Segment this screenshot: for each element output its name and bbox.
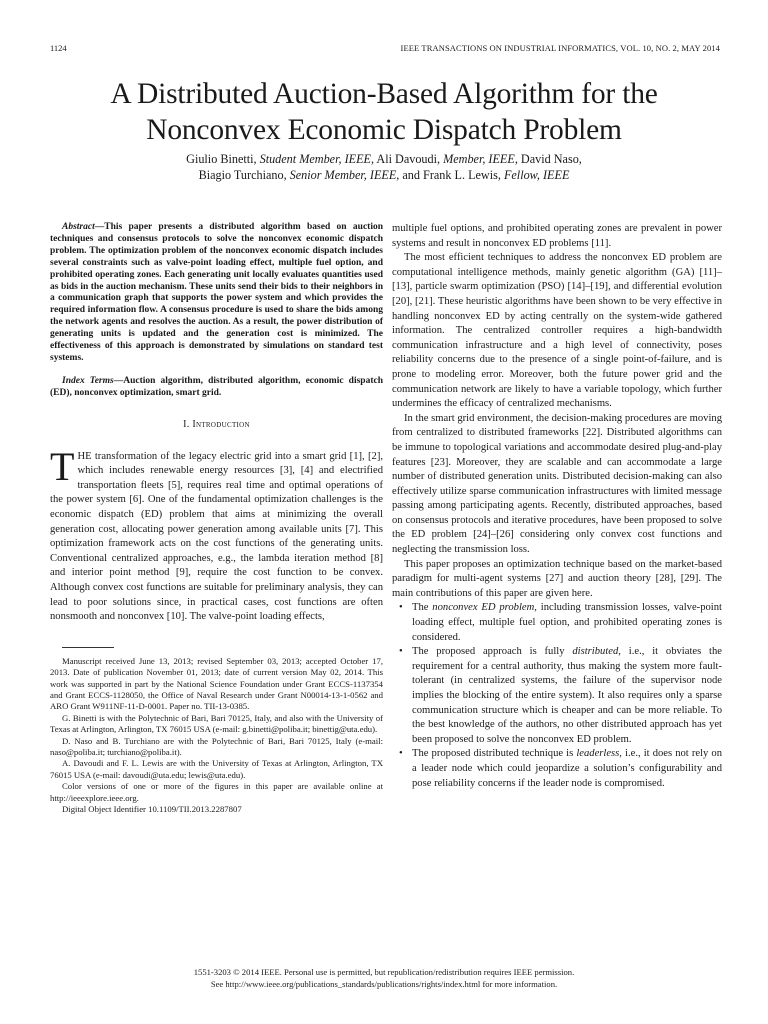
author-role: Member, IEEE, (443, 152, 518, 166)
abstract (50, 222, 383, 365)
author-list (40, 151, 728, 183)
intro-text: HE transformation of the legacy electric grid into a smart grid [1], [2], which includes renewable energy resources [3], [4] and electrified transportation fleets [5], requires real time and optimal operations of the power system [6]. One of the fundamental optimization challenges is the economic dispatch (ED) problem that aims at minimizing the overall generation cost, allocating power generation among available units [7]. This optimization framework acts on the cost functions of the generating units. Conventional centralized approaches, e.g., the lambda iteration method [8] and interior point method [9], require the cost function to be convex. Although convex cost functions are suitable for preliminary analysis, they can lead to poor solutions since, in practical cases, cost functions are often nonsmooth and nonconvex [10]. The valve-point loading effects, (50, 450, 383, 623)
body-paragraph: This paper proposes an optimization technique based on the market-based paradigm for multi-agent systems [27] and auction theory [28], [29]. The main contributions of this paper are given here. (392, 558, 722, 599)
list-item: • The nonconvex ED problem, including transmission losses, valve-point loading effect, multiple fuel option, and prohibited operating zones is considered. (399, 602, 722, 643)
list-item: • The proposed distributed technique is leaderless, i.e., it does not rely on a leader node which could jeopardize a solution’s configurability and pose reliability concerns if the leader node is compromised. (399, 748, 722, 789)
title-line-1: A Distributed Auction-Based Algorithm for the (110, 78, 658, 110)
section-number: I. (183, 418, 190, 430)
author-line-1 (40, 151, 728, 167)
author-name: Frank L. Lewis, (423, 168, 501, 182)
abstract-text: —This paper presents a distributed algorithm based on auction techniques and consensus protocols to solve the nonconvex economic dispatch problem. The optimization problem of the nonconvex economic dispatch includes several constraints such as valve-point loading effect, multiple fuel option, and prohibited operating zones. Each generating unit locally evaluates quantities used as bids in the auction mechanism. These units send their bids to their neighbors in a communication graph that supports the power system and which provides the required information flow. A consensus procedure is used to share the bids among the network agents and resolves the auction. As a result, the power distribution of generating units is updated and the generation cost is minimized. The effectiveness of this approach is demonstrated by simulations on standard test systems. (50, 222, 383, 363)
author-name: Giulio Binetti, (186, 152, 257, 166)
footnote-manuscript: Manuscript received June 13, 2013; revised September 03, 2013; accepted October 17, 2013. Date of publication November 01, 2013; date of current version May 02, 2014. This work was supported in part by the National Science Foundation under Grant ECCS-1137354 and Grant ECCS-1128050, the Office of Naval Research under Grant N00014-13-1-0562 and ARO Grant W911NF-11-D-0001. Paper no. TII-13-0385. (50, 655, 383, 712)
footnote-divider (62, 647, 114, 648)
contributions-list (392, 601, 722, 791)
bullet-icon: • (399, 602, 403, 614)
body-paragraph: The most efficient techniques to address the nonconvex ED problem are computational intelligence methods, mainly genetic algorithm (GA) [11]–[13], particle swarm optimization (PSO) [14]–[19], and differential evolution [20], [21]. These heuristic algorithms have been shown to be very effective in handling nonconvex ED by acting centrally on the system-wide gathered information. The centralized controller requires a high-bandwidth communication infrastructure and a high level of connectivity, poses reliability concerns due to the presence of a single point-of-failure, and is prone to modeling error. Moreover, both the future power grid and the communication network are likely to have a variable topology, which further undermines the efficacy of centralized mechanisms. (392, 252, 722, 410)
footnote-author-binetti: G. Binetti is with the Polytechnic of Bari, Bari 70125, Italy, and also with the University of Texas at Arlington, Arlington, TX 76015 USA (e-mail: g.binetti@poliba.it; binettig@uta.edu). (50, 712, 383, 735)
author-conjunction: and (402, 168, 420, 182)
author-name: David Naso, (520, 152, 582, 166)
index-terms-text: —Auction algorithm, distributed algorithm, economic dispatch (ED), nonconvex optimization, smart grid. (50, 375, 383, 398)
left-column (50, 222, 383, 952)
footnote-doi: Digital Object Identifier 10.1109/TII.2013.2287807 (62, 804, 242, 815)
body-paragraph: multiple fuel options, and prohibited operating zones are prevalent in power systems and result in nonconvex ED problems [11]. (392, 223, 722, 249)
bullet-icon: • (399, 748, 403, 760)
copyright-footer (40, 966, 728, 990)
body-paragraph: In the smart grid environment, the decision-making procedures are moving from centralized to distributed frameworks [22]. Distributed algorithms can be immune to topological variations and accommodate desired plug-and-play features [23]. Moreover, they are scalable and can accommodate a large number of distributed generation units. Distributed decision-making can also effectively utilize sparse communication infrastructures with limited message passing among participating agents. Recently, distributed approaches, based on consensus protocols and iterative procedures, have been proposed to solve the ED problem [24]–[26] considering only convex cost functions and neglecting the transmission loss. (392, 412, 722, 556)
section-title: Introduction (192, 418, 250, 430)
footnote-color-versions: Color versions of one or more of the figures in this paper are available online at http://ieeexplore.ieee.org. (50, 781, 383, 803)
author-role: Senior Member, IEEE, (289, 168, 400, 182)
emphasis: nonconvex ED problem (432, 602, 535, 614)
bullet-icon: • (399, 646, 403, 658)
copyright-line-1: 1551-3203 © 2014 IEEE. Personal use is permitted, but republication/redistribution requires IEEE permission. (193, 967, 575, 977)
journal-header: IEEE TRANSACTIONS ON INDUSTRIAL INFORMATICS, VOL. 10, NO. 2, MAY 2014 (400, 43, 720, 53)
emphasis: leaderless (576, 748, 620, 760)
abstract-lead: Abstract (62, 222, 95, 232)
index-terms (50, 376, 383, 400)
footnote-author-davoudi-lewis: A. Davoudi and F. L. Lewis are with the University of Texas at Arlington, Arlington, TX 76015 USA (e-mail: davoudi@uta.edu; lewis@uta.edu). (50, 758, 383, 780)
copyright-line-2: See http://www.ieee.org/publications_standards/publications/rights/index.html for more information. (210, 979, 558, 989)
author-line-2 (40, 167, 728, 183)
intro-paragraph (50, 443, 383, 625)
drop-cap: T (50, 443, 75, 489)
author-name: Biagio Turchiano, (198, 168, 287, 182)
author-name: Ali Davoudi, (376, 152, 441, 166)
emphasis: distributed (572, 646, 619, 658)
right-column (392, 222, 722, 952)
author-role: Student Member, IEEE, (259, 152, 375, 166)
page-number: 1124 (50, 43, 67, 53)
footnote-author-naso-turchiano: D. Naso and B. Turchiano are with the Polytechnic of Bari, Bari 70125, Italy (e-mail: naso@poliba.it; turchiano@poliba.it). (50, 735, 383, 758)
section-heading (50, 419, 383, 430)
index-terms-lead: Index Terms (62, 375, 114, 386)
paper-title (40, 76, 728, 148)
list-item: • The proposed approach is fully distributed, i.e., it obviates the requirement for a central authority, thus making the system more fault-tolerant (in centralized systems, the failure of the supervisor node implies the blocking of the entire system). It also requires only a sparse communication structure which is cheaper and can be more reliable. To the best knowledge of the authors, no other distributed approach has yet been proposed to solve the nonconvex ED problem. (399, 646, 722, 745)
author-role: Fellow, IEEE (503, 168, 570, 182)
title-line-2: Nonconvex Economic Dispatch Problem (146, 114, 622, 146)
